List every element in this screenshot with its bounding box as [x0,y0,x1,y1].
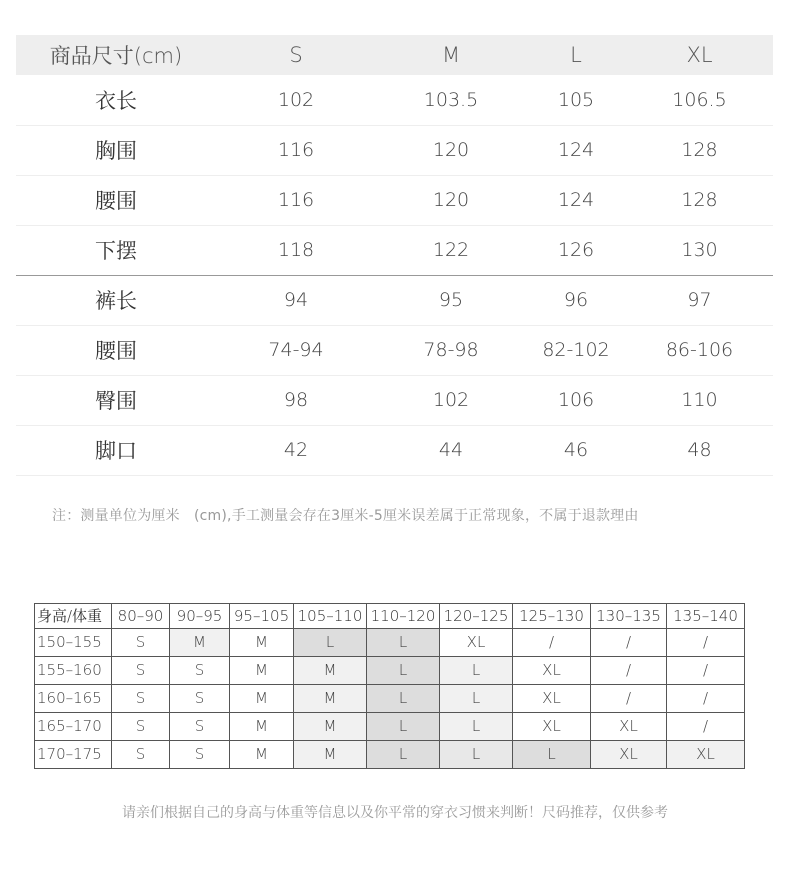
grid-cell: M [230,657,294,685]
grid-cell: XL [513,657,591,685]
table-row [16,75,773,125]
table-cell: 102 [432,389,470,411]
grid-cell: / [591,657,667,685]
grid-header-cell: 130–135 [591,604,667,629]
table-cell: 82-102 [542,339,610,361]
row-label: 腰围 [95,189,137,213]
grid-cell: XL [513,713,591,741]
height-label: 170–175 [35,741,112,769]
table-cell: 102 [277,89,315,111]
grid-header-cell: 120–125 [440,604,513,629]
height-label: 155–160 [35,657,112,685]
grid-header-cell: 95–105 [230,604,294,629]
grid-cell: L [440,741,513,769]
table-row [16,175,773,225]
table-cell: 126 [557,239,595,261]
table-cell: 122 [432,239,470,261]
grid-cell: M [230,629,294,657]
grid-cell: S [112,629,170,657]
table-cell: 46 [563,439,589,461]
grid-cell: L [367,657,440,685]
grid-cell: XL [591,741,667,769]
grid-cell: M [230,685,294,713]
grid-cell: M [294,657,367,685]
grid-cell: XL [667,741,745,769]
table-row [16,375,773,425]
height-label: 165–170 [35,713,112,741]
grid-cell: / [667,629,745,657]
table-cell: 106 [557,389,595,411]
table-row [16,275,773,325]
grid-cell: S [170,657,230,685]
grid-row [35,713,745,741]
grid-cell: M [230,713,294,741]
table-cell: 86-106 [665,339,734,361]
grid-header-cell: 80–90 [112,604,170,629]
header-cell: S [289,43,303,67]
grid-row [35,685,745,713]
table-cell: 120 [432,139,470,161]
header-cell: XL [686,43,713,67]
table-cell: 95 [438,289,464,311]
table-cell: 116 [277,139,315,161]
table-row [16,325,773,375]
table-row [16,125,773,175]
grid-cell: XL [440,629,513,657]
table-cell: 74-94 [268,339,324,361]
table-cell: 105 [557,89,595,111]
row-label: 衣长 [95,89,137,113]
table-cell: 97 [687,289,712,311]
grid-header-cell: 135–140 [667,604,745,629]
table-cell: 116 [277,189,315,211]
grid-header-cell: 105–110 [294,604,367,629]
grid-cell: L [367,629,440,657]
row-divider [16,475,773,476]
table-cell: 98 [283,389,309,411]
table-cell: 124 [557,189,595,211]
grid-row [35,741,745,769]
grid-cell: L [440,657,513,685]
row-label: 下摆 [95,239,137,263]
header-cell: M [441,43,461,67]
size-table [16,35,773,475]
grid-cell: S [112,685,170,713]
header-cell: 商品尺寸(cm) [49,44,183,68]
grid-cell: M [230,741,294,769]
grid-cell: S [170,741,230,769]
grid-cell: M [294,685,367,713]
table-cell: 118 [277,239,315,261]
grid-cell: / [667,713,745,741]
row-label: 裤长 [95,289,137,313]
grid-header-cell: 身高/体重 [35,604,112,629]
grid-header-row [35,604,745,629]
table-cell: 120 [432,189,470,211]
grid-cell: / [667,685,745,713]
table-cell: 110 [681,389,718,411]
grid-cell: / [667,657,745,685]
height-label: 160–165 [35,685,112,713]
table-cell: 128 [681,189,718,211]
grid-row [35,657,745,685]
grid-header-cell: 125–130 [513,604,591,629]
footer-note: 请亲们根据自己的身高与体重等信息以及你平常的穿衣习惯来判断！尺码推荐，仅供参考 [122,805,668,821]
table-cell: 106.5 [672,89,727,111]
row-label: 臀围 [95,389,137,413]
grid-cell: L [367,713,440,741]
table-cell: 42 [283,439,309,461]
grid-cell: M [170,629,230,657]
grid-cell: XL [591,713,667,741]
height-label: 150–155 [35,629,112,657]
size-recommendation-grid [34,603,745,769]
grid-header-cell: 110–120 [367,604,440,629]
grid-cell: XL [513,685,591,713]
table-row [16,225,773,275]
grid-cell: M [294,713,367,741]
grid-cell: S [112,713,170,741]
table-cell: 78-98 [423,339,479,361]
size-table-header [16,35,773,75]
table-row [16,425,773,475]
grid-cell: L [440,713,513,741]
grid-row [35,629,745,657]
row-label: 脚口 [95,439,137,463]
table-cell: 124 [557,139,595,161]
grid-cell: L [513,741,591,769]
grid-cell: / [591,685,667,713]
grid-cell: L [294,629,367,657]
grid-cell: L [367,685,440,713]
row-label: 胸围 [95,139,137,163]
grid-cell: S [170,685,230,713]
grid-cell: / [513,629,591,657]
table-cell: 94 [283,289,309,311]
grid-cell: L [440,685,513,713]
grid-cell: S [170,713,230,741]
grid-cell: S [112,741,170,769]
measurement-note: 注：测量单位为厘米 (cm),手工测量会存在3厘米-5厘米误差属于正常现象，不属于退款理由 [52,508,639,524]
grid-cell: M [294,741,367,769]
table-cell: 128 [681,139,718,161]
table-cell: 44 [438,439,464,461]
table-cell: 48 [687,439,712,461]
header-cell: L [570,43,582,67]
grid-cell: / [591,629,667,657]
grid-cell: S [112,657,170,685]
table-cell: 103.5 [423,89,479,111]
table-cell: 96 [563,289,589,311]
table-cell: 130 [681,239,718,261]
grid-header-cell: 90–95 [170,604,230,629]
grid-cell: L [367,741,440,769]
row-label: 腰围 [95,339,137,363]
